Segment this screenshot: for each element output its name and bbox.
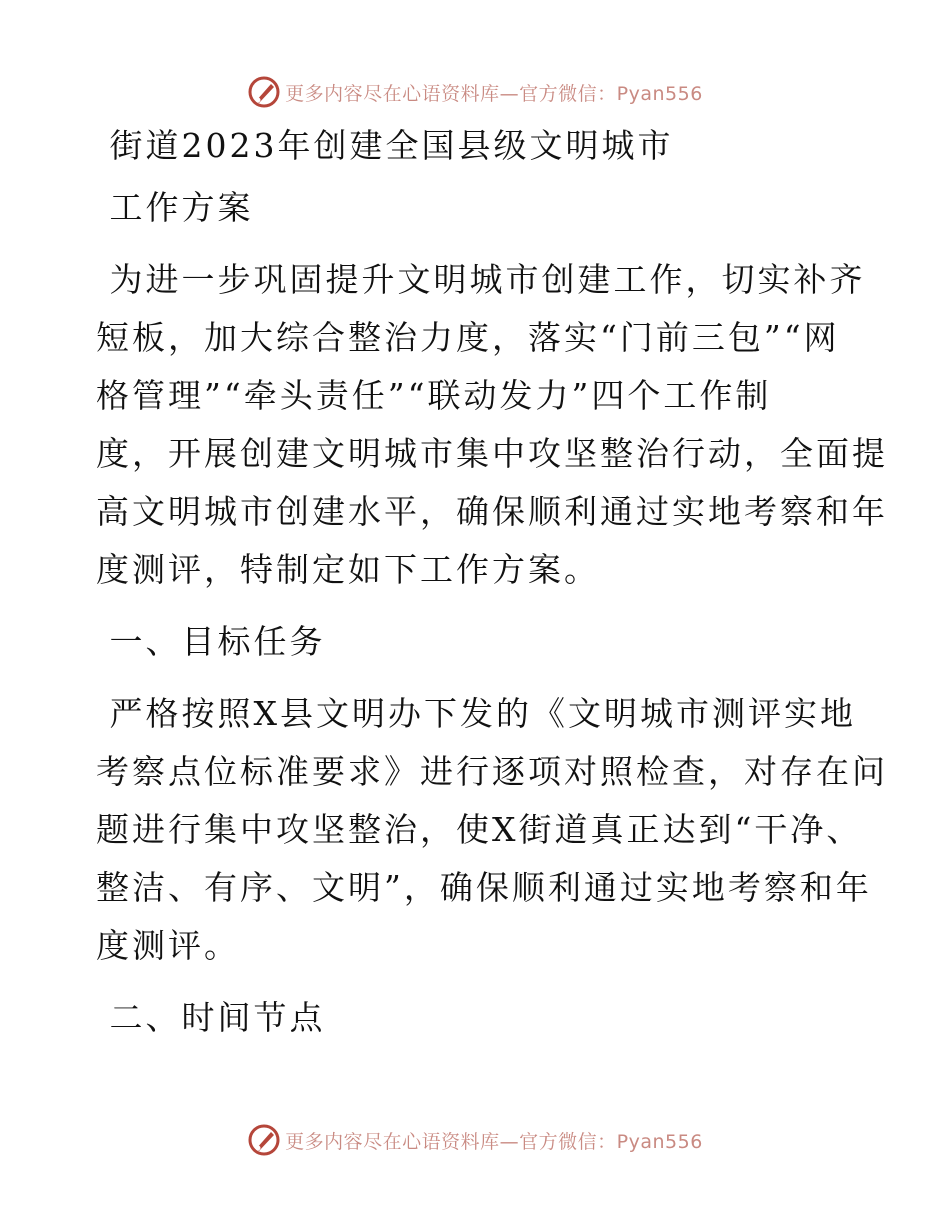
section-1-heading: 一、目标任务	[96, 622, 326, 661]
pen-logo-icon	[247, 1123, 281, 1157]
document-body	[96, 126, 888, 1038]
intro-line: 高文明城市创建水平，确保顺利通过实地考察和年	[96, 492, 888, 531]
footer-watermark	[0, 1120, 950, 1160]
intro-line: 格管理”“牵头责任”“联动发力”四个工作制	[96, 376, 772, 415]
intro-paragraph	[96, 260, 888, 590]
section-1-line: 严格按照X县文明办下发的《文明城市测评实地	[96, 694, 856, 733]
pen-logo-icon	[247, 75, 281, 109]
intro-line: 为进一步巩固提升文明城市创建工作，切实补齐	[96, 260, 866, 299]
section-1-line: 度测评。	[96, 926, 240, 965]
header-watermark	[0, 72, 950, 112]
section-1-line: 整洁、有序、文明”，确保顺利通过实地考察和年	[96, 868, 872, 907]
intro-line: 度，开展创建文明城市集中攻坚整治行动，全面提	[96, 434, 888, 473]
section-1-paragraph	[96, 694, 888, 966]
section-1-line: 题进行集中攻坚整治，使X街道真正达到“干净、	[96, 810, 863, 849]
watermark-text: 更多内容尽在心语资料库—官方微信：Pyan556	[285, 82, 703, 105]
intro-line: 短板，加大综合整治力度，落实“门前三包”“网	[96, 318, 840, 357]
title-line-1: 街道2023年创建全国县级文明城市	[96, 126, 674, 165]
watermark-text: 更多内容尽在心语资料库—官方微信：Pyan556	[285, 1130, 703, 1153]
intro-line: 度测评，特制定如下工作方案。	[96, 550, 600, 589]
section-2-heading: 二、时间节点	[96, 998, 326, 1037]
title-line-2: 工作方案	[96, 188, 254, 227]
section-1-line: 考察点位标准要求》进行逐项对照检查，对存在问	[96, 752, 888, 791]
